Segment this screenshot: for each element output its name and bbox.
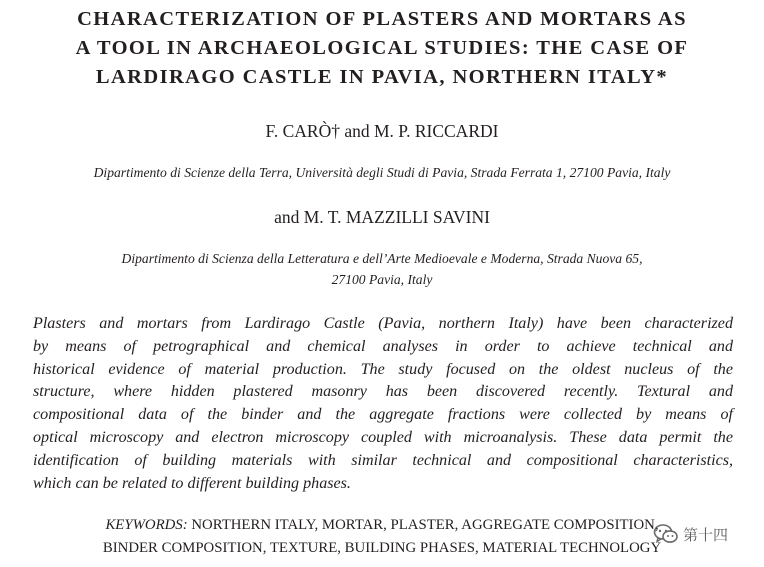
abstract-line: by means of petrographical and chemical analyses in order to achieve technical and bbox=[33, 337, 733, 355]
keywords bbox=[20, 514, 744, 560]
affiliation-line: Dipartimento di Scienze della Terra, Università degli Studi di Pavia, Strada Ferrata 1, 27100 Pavia, Italy bbox=[93, 165, 671, 180]
abstract-line: Plasters and mortars from Lardirago Castle (Pavia, northern Italy) have been characterized bbox=[33, 315, 733, 332]
keywords-line: BINDER COMPOSITION, TEXTURE, BUILDING PHASES, MATERIAL TECHNOLOGY bbox=[102, 540, 662, 556]
watermark-text: 第十四 bbox=[683, 525, 729, 544]
abstract-line: compositional data of the binder and the aggregate fractions were collected by means of bbox=[33, 406, 733, 424]
abstract-line: historical evidence of material production. The study focused on the oldest nucleus of the bbox=[33, 360, 733, 378]
keywords-line bbox=[20, 514, 744, 537]
title-line: A TOOL IN ARCHAEOLOGICAL STUDIES: THE CASE OF bbox=[75, 37, 689, 59]
abstract-line: identification of building materials with similar technical and compositional characteristics, bbox=[33, 451, 733, 469]
abstract-line: structure, where hidden plastered masonry has been discovered recently. Textural and bbox=[33, 383, 733, 401]
title-line: CHARACTERIZATION OF PLASTERS AND MORTARS AS bbox=[77, 8, 687, 30]
paper-title bbox=[20, 5, 744, 92]
keywords-text: NORTHERN ITALY, MORTAR, PLASTER, AGGREGATE COMPOSITION, bbox=[191, 517, 659, 533]
affiliation-earth-sciences bbox=[20, 162, 744, 183]
authors-primary: F. CARÒ† and M. P. RICCARDI bbox=[265, 121, 499, 141]
abstract bbox=[33, 313, 733, 495]
affiliation-line: Dipartimento di Scienza della Letteratura e dell’Arte Medioevale e Moderna, Strada Nuova 65, bbox=[121, 251, 643, 266]
authors-secondary: and M. T. MAZZILLI SAVINI bbox=[274, 207, 490, 227]
affiliation-literature-art bbox=[20, 248, 744, 290]
wechat-icon bbox=[653, 523, 679, 545]
abstract-line: which can be related to different building phases. bbox=[33, 474, 351, 492]
watermark bbox=[653, 521, 728, 547]
keywords-label: KEYWORDS: bbox=[105, 517, 188, 533]
title-line: LARDIRAGO CASTLE IN PAVIA, NORTHERN ITALY* bbox=[95, 66, 669, 88]
affiliation-line: 27100 Pavia, Italy bbox=[331, 272, 433, 287]
abstract-line: optical microscopy and electron microscopy coupled with microanalysis. These data permit the bbox=[33, 428, 733, 446]
